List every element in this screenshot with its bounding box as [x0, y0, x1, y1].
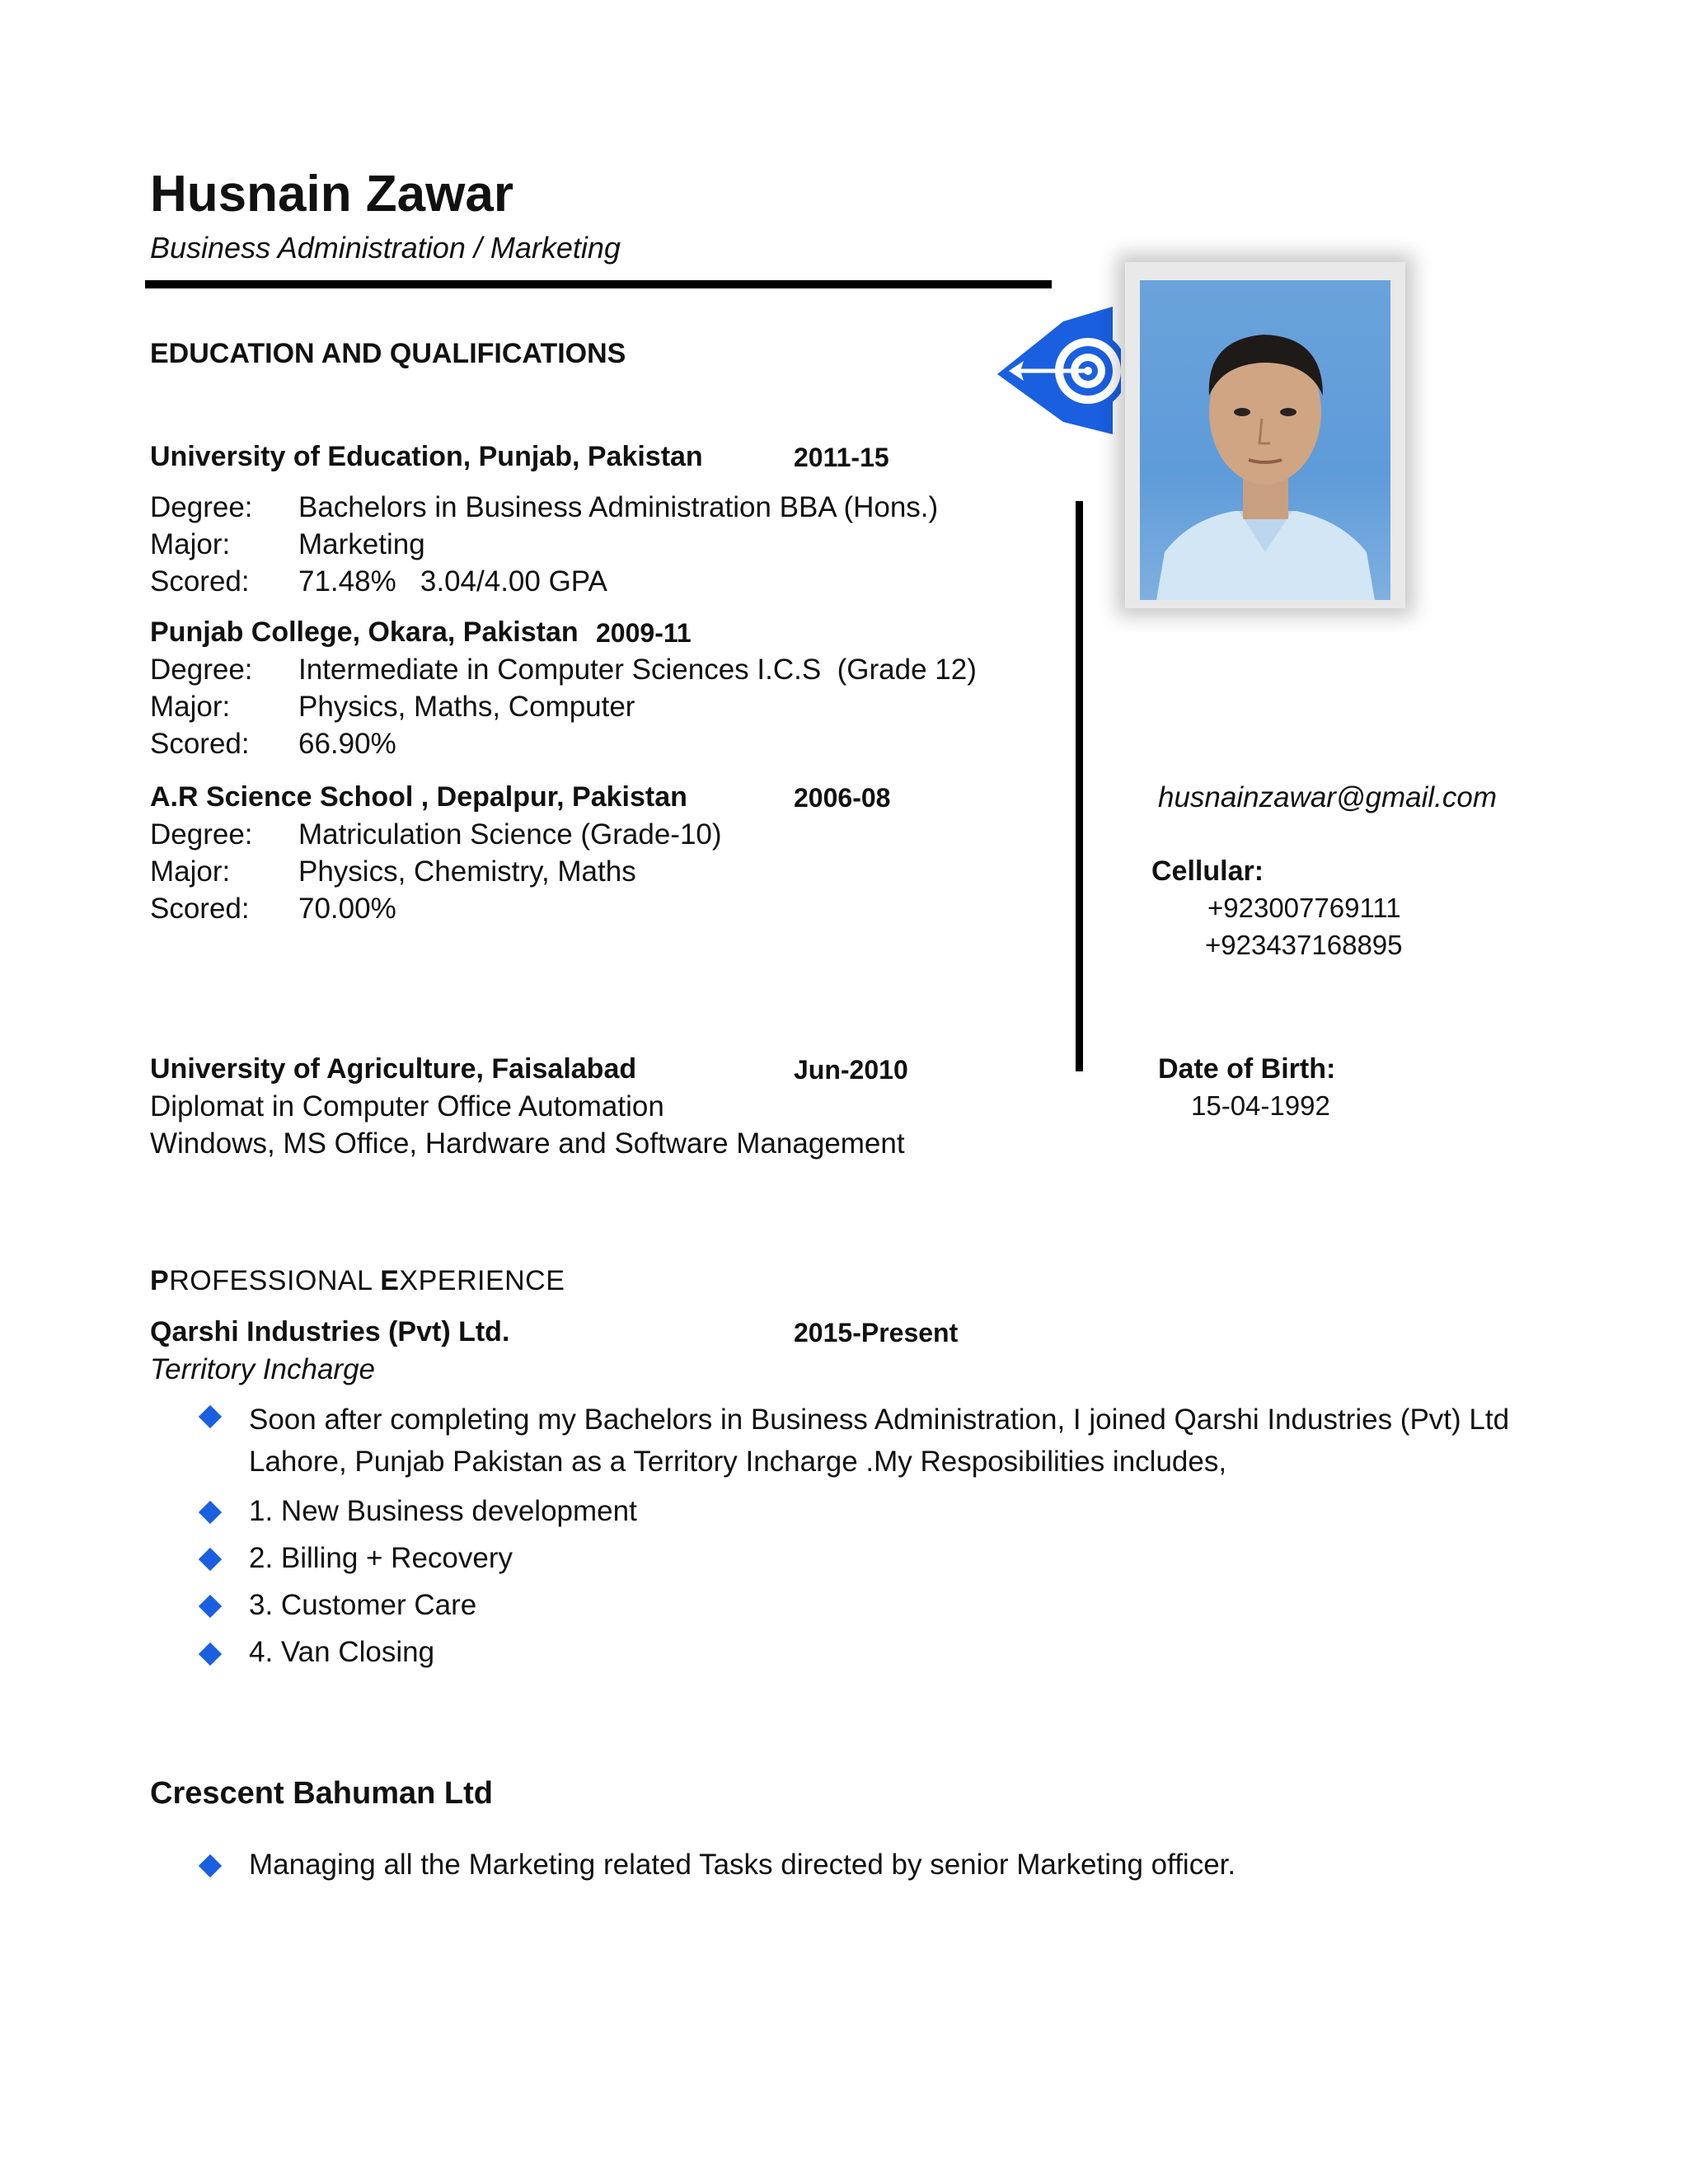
diamond-bullet-icon — [199, 1405, 222, 1428]
phone-number: +923437168895 — [1205, 930, 1403, 960]
profile-photo — [1125, 262, 1405, 608]
degree-label: Degree: — [150, 491, 253, 523]
diamond-bullet-icon — [199, 1548, 222, 1571]
scored-label: Scored: — [150, 565, 250, 598]
diamond-bullet-icon — [199, 1854, 222, 1877]
school-name: University of Education, Punjab, Pakistan — [150, 441, 703, 472]
major-label: Major: — [150, 528, 231, 560]
diploma-institute: University of Agriculture, Faisalabad — [150, 1053, 637, 1085]
list-item: 4. Van Closing — [249, 1636, 435, 1668]
heading-initial: P — [150, 1265, 170, 1296]
education-heading: EDUCATION AND QUALIFICATIONS — [150, 338, 626, 369]
major-row — [150, 691, 635, 724]
heading-rest: ROFESSIONAL — [169, 1265, 381, 1296]
avatar — [1140, 280, 1390, 600]
list-item: 3. Customer Care — [249, 1589, 477, 1621]
candidate-name: Husnain Zawar — [150, 166, 513, 223]
job-role: Territory Incharge — [150, 1353, 375, 1385]
degree-label: Degree: — [150, 818, 253, 851]
dob-label: Date of Birth: — [1158, 1053, 1336, 1085]
degree-value: Intermediate in Computer Sciences I.C.S (Grade 12) — [298, 654, 977, 686]
diamond-bullet-icon — [199, 1643, 222, 1666]
school-years: 2006-08 — [794, 783, 891, 813]
scored-row — [150, 565, 607, 598]
degree-value: Matriculation Science (Grade-10) — [298, 818, 722, 851]
job-period: 2015-Present — [794, 1318, 959, 1347]
column-divider — [1076, 501, 1083, 1071]
school-name: A.R Science School , Depalpur, Pakistan — [150, 781, 687, 813]
list-item: Soon after completing my Bachelors in Business Administration, I joined Qarshi Industries (Pvt) Ltd Lahore, Punjab Pakistan as a Territory Incharge .My Resposibilities includes, — [249, 1404, 1510, 1478]
major-label: Major: — [150, 855, 231, 888]
candidate-subtitle: Business Administration / Marketing — [150, 231, 621, 265]
diploma-title: Diplomat in Computer Office Automation — [150, 1090, 664, 1122]
major-value: Physics, Chemistry, Maths — [298, 855, 636, 888]
company-name: Crescent Bahuman Ltd — [150, 1776, 493, 1811]
list-item: Managing all the Marketing related Tasks directed by senior Marketing officer. — [249, 1849, 1236, 1881]
company-name: Qarshi Industries (Pvt) Ltd. — [150, 1316, 510, 1347]
degree-row — [150, 491, 938, 524]
heading-rest: XPERIENCE — [399, 1265, 565, 1296]
cellular-label: Cellular: — [1151, 855, 1264, 887]
scored-label: Scored: — [150, 728, 250, 760]
diamond-bullet-icon — [199, 1595, 222, 1618]
major-value: Physics, Maths, Computer — [298, 691, 635, 723]
major-row — [150, 855, 636, 888]
phone-number: +923007769111 — [1207, 893, 1401, 923]
degree-row — [150, 654, 977, 687]
heading-initial: E — [380, 1265, 400, 1296]
email-address[interactable]: husnainzawar@gmail.com — [1158, 781, 1497, 813]
scored-value: 70.00% — [298, 893, 396, 925]
school-years: 2011-15 — [794, 443, 889, 472]
degree-row — [150, 818, 722, 851]
experience-heading — [150, 1265, 565, 1297]
scored-value: 71.48% 3.04/4.00 GPA — [298, 565, 607, 598]
scored-row — [150, 893, 396, 926]
degree-value: Bachelors in Business Administration BBA (Hons.) — [298, 491, 939, 523]
list-item: 1. New Business development — [249, 1495, 637, 1527]
dob-value: 15-04-1992 — [1191, 1090, 1330, 1121]
school-years: 2009-11 — [596, 618, 692, 648]
diploma-details: Windows, MS Office, Hardware and Software Management — [150, 1127, 905, 1160]
header-divider — [145, 280, 1052, 288]
major-label: Major: — [150, 691, 231, 723]
diamond-bullet-icon — [199, 1501, 222, 1524]
scored-value: 66.90% — [298, 728, 396, 760]
target-arrow-icon — [997, 307, 1121, 434]
scored-label: Scored: — [150, 893, 250, 925]
major-row — [150, 528, 425, 561]
scored-row — [150, 728, 396, 761]
diploma-date: Jun-2010 — [794, 1055, 908, 1085]
major-value: Marketing — [298, 528, 425, 560]
school-name: Punjab College, Okara, Pakistan — [150, 616, 579, 648]
degree-label: Degree: — [150, 654, 253, 686]
list-item: 2. Billing + Recovery — [249, 1542, 513, 1574]
